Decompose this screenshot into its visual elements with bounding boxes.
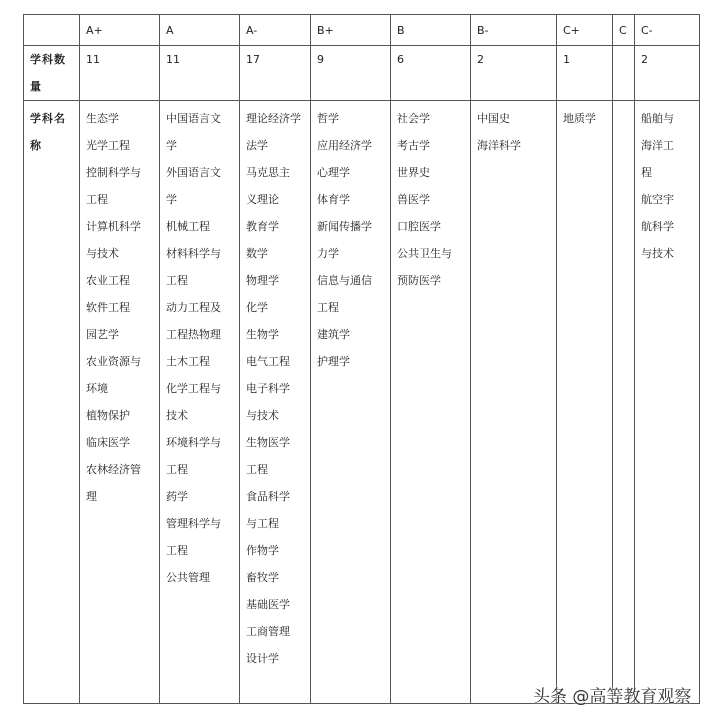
count-b: 6 [391,46,471,101]
count-a-plus: 11 [80,46,160,101]
subject-name: 外国语言文 [166,166,221,179]
subject-name: 海洋科学 [477,139,521,152]
subject-name: 马克思主 [246,166,290,179]
subject-name: 公共管理 [166,571,210,584]
names-cell-c-plus [557,101,613,704]
subject-name: 作物学 [246,544,279,557]
subject-name: 地质学 [563,112,596,125]
subject-name: 技术 [166,409,188,422]
subject-name: 动力工程及 [166,301,221,314]
grade-table-sheet [23,14,699,698]
subject-name: 化学 [246,301,268,314]
subject-name: 中国史 [477,112,510,125]
subject-name: 畜牧学 [246,571,279,584]
discipline-grade-table [23,14,700,704]
names-cell-b-plus [311,101,391,704]
subject-list [397,105,464,294]
subject-name: 学 [166,139,177,152]
subject-name: 新闻传播学 [317,220,372,233]
names-cell-c [613,101,635,704]
subject-name: 航空宇 [641,193,674,206]
subject-name: 口腔医学 [397,220,441,233]
grade-header-a-plus: A+ [80,15,160,46]
subject-name: 社会学 [397,112,430,125]
subject-name: 世界史 [397,166,430,179]
subject-name: 航科学 [641,220,674,233]
names-cell-a-plus [80,101,160,704]
names-cell-b-minus [471,101,557,704]
subject-name: 设计学 [246,652,279,665]
subject-name: 机械工程 [166,220,210,233]
grade-header-a-minus: A- [240,15,311,46]
grade-header-b-minus: B- [471,15,557,46]
subject-name: 临床医学 [86,436,130,449]
subject-name: 材料科学与 [166,247,221,260]
count-c-minus: 2 [635,46,700,101]
subject-name: 与技术 [641,247,674,260]
subject-name: 中国语言文 [166,112,221,125]
subject-name: 食品科学 [246,490,290,503]
subject-name: 生态学 [86,112,119,125]
subject-name: 控制科学与 [86,166,141,179]
header-corner-cell [24,15,80,46]
grade-header-row [24,15,700,46]
subject-name: 预防医学 [397,274,441,287]
subject-name: 药学 [166,490,188,503]
subject-name: 电气工程 [246,355,290,368]
count-row-label: 学科数量 [24,46,80,101]
subject-name: 工程热物理 [166,328,221,341]
discipline-count-row [24,46,700,101]
grade-header-c: C [613,15,635,46]
count-c [613,46,635,101]
subject-name: 土木工程 [166,355,210,368]
subject-name: 与技术 [246,409,279,422]
discipline-names-row [24,101,700,704]
grade-header-b-plus: B+ [311,15,391,46]
subject-list [166,105,233,591]
subject-list [641,105,693,267]
names-cell-a-minus [240,101,311,704]
subject-name: 兽医学 [397,193,430,206]
grade-header-a: A [160,15,240,46]
subject-name: 哲学 [317,112,339,125]
names-cell-a [160,101,240,704]
subject-name: 工程 [86,193,108,206]
subject-name: 管理科学与 [166,517,221,530]
subject-name: 农业资源与 [86,355,141,368]
subject-name: 工程 [166,274,188,287]
subject-list [246,105,304,672]
grade-header-c-plus: C+ [557,15,613,46]
subject-list [563,105,606,132]
subject-name: 护理学 [317,355,350,368]
subject-name: 园艺学 [86,328,119,341]
count-b-plus: 9 [311,46,391,101]
subject-name: 应用经济学 [317,139,372,152]
source-watermark: 头条 @高等教育观察 [533,687,692,707]
subject-name: 工程 [166,544,188,557]
subject-name: 植物保护 [86,409,130,422]
subject-name: 考古学 [397,139,430,152]
subject-name: 与技术 [86,247,119,260]
names-row-label: 学科名称 [24,101,80,704]
subject-name: 力学 [317,247,339,260]
subject-name: 软件工程 [86,301,130,314]
subject-name: 教育学 [246,220,279,233]
subject-name: 数学 [246,247,268,260]
subject-name: 与工程 [246,517,279,530]
subject-name: 公共卫生与 [397,247,452,260]
count-a-minus: 17 [240,46,311,101]
subject-list [86,105,153,510]
subject-name: 信息与通信 [317,274,372,287]
count-a: 11 [160,46,240,101]
subject-name: 海洋工 [641,139,674,152]
count-c-plus: 1 [557,46,613,101]
subject-name: 工程 [246,463,268,476]
subject-name: 农业工程 [86,274,130,287]
subject-name: 建筑学 [317,328,350,341]
names-cell-b [391,101,471,704]
subject-name: 计算机科学 [86,220,141,233]
subject-name: 体育学 [317,193,350,206]
subject-name: 学 [166,193,177,206]
subject-name: 环境 [86,382,108,395]
subject-name: 物理学 [246,274,279,287]
subject-name: 理论经济学 [246,112,301,125]
subject-name: 义理论 [246,193,279,206]
subject-name: 基础医学 [246,598,290,611]
subject-name: 工程 [317,301,339,314]
subject-name: 工商管理 [246,625,290,638]
subject-list [477,105,550,159]
grade-header-b: B [391,15,471,46]
subject-name: 程 [641,166,652,179]
subject-name: 电子科学 [246,382,290,395]
subject-name: 心理学 [317,166,350,179]
count-b-minus: 2 [471,46,557,101]
subject-list [317,105,384,375]
subject-name: 工程 [166,463,188,476]
subject-name: 船舶与 [641,112,674,125]
grade-header-c-minus: C- [635,15,700,46]
subject-name: 农林经济管 [86,463,141,476]
subject-name: 生物医学 [246,436,290,449]
subject-name: 法学 [246,139,268,152]
names-cell-c-minus [635,101,700,704]
subject-name: 化学工程与 [166,382,221,395]
subject-name: 生物学 [246,328,279,341]
subject-name: 光学工程 [86,139,130,152]
subject-name: 环境科学与 [166,436,221,449]
subject-name: 理 [86,490,97,503]
